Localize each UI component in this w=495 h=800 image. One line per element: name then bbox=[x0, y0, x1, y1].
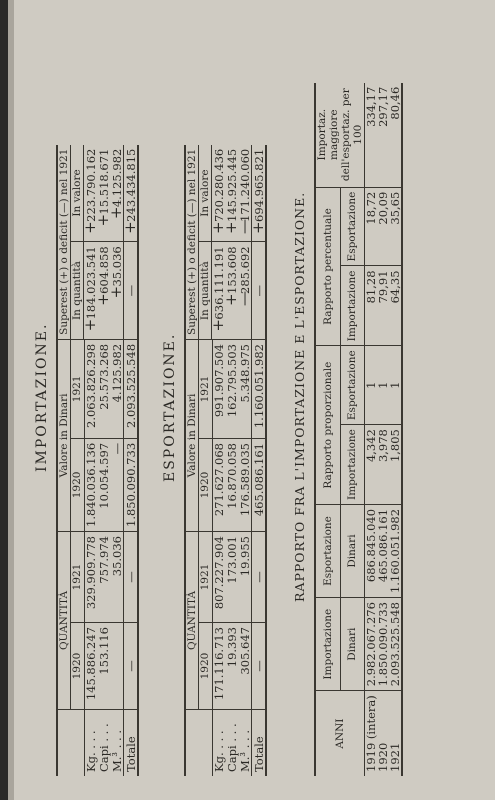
amount: 243.434.815 bbox=[124, 148, 138, 222]
value-1921: 5.348.975 bbox=[238, 340, 252, 439]
qty-1921: 807.227.904 bbox=[212, 532, 225, 623]
qty-1920: 171.116.713 bbox=[212, 623, 225, 710]
diff-qty bbox=[81, 242, 99, 340]
amount: 4.125.982 bbox=[110, 148, 124, 208]
perc-export: 20,09 bbox=[377, 187, 389, 266]
qty-1920: 19.393 bbox=[225, 623, 238, 710]
qty-1921: 757.974 bbox=[97, 532, 110, 623]
total-diff-qty: — bbox=[124, 242, 139, 340]
row-label: Capi . . . bbox=[224, 723, 239, 772]
diff-qty bbox=[107, 242, 125, 340]
amount: 15.518.671 bbox=[97, 148, 111, 215]
sign: + bbox=[121, 221, 139, 234]
sign: + bbox=[107, 285, 125, 299]
total-qty-1920: — bbox=[252, 623, 267, 710]
total-value-1921: 1.160.051.982 bbox=[252, 340, 267, 439]
prop-export: 1 bbox=[377, 346, 389, 425]
total-value-1921: 2.093.525.548 bbox=[124, 339, 139, 438]
ratio-table bbox=[314, 83, 403, 776]
export-qty-1920: 1920 bbox=[199, 623, 213, 710]
sign: — bbox=[235, 290, 253, 306]
value-1920: 1.840.036.136 bbox=[84, 438, 97, 531]
perc-import: 79,91 bbox=[377, 266, 389, 346]
total-diff-value bbox=[249, 145, 267, 242]
import-table bbox=[56, 145, 139, 776]
import-qty-header: QUANTITÀ bbox=[57, 532, 71, 710]
ratio-prop-imp: Importazione bbox=[340, 425, 364, 505]
diff-qty bbox=[235, 242, 253, 340]
total-diff-value bbox=[121, 145, 139, 242]
row-label: Capi . . . bbox=[96, 723, 111, 772]
ratio-exp-header: Esportazione bbox=[315, 504, 340, 597]
qty-1920: 145.886.247 bbox=[84, 623, 97, 710]
sign: + bbox=[107, 206, 125, 220]
ratio-exp-dinari: Dinari bbox=[340, 504, 364, 597]
total-qty-1921: — bbox=[124, 532, 139, 623]
prop-import: 1,805 bbox=[389, 425, 402, 505]
amount: 153.608 bbox=[225, 246, 239, 294]
year: 1921 bbox=[389, 691, 402, 776]
table-row bbox=[212, 145, 225, 776]
export-dinari: 686.845.040 bbox=[365, 504, 378, 597]
value-1920: 176.589.035 bbox=[238, 439, 252, 532]
import-excess: 334,17 bbox=[365, 83, 378, 188]
qty-1920 bbox=[110, 623, 124, 710]
year: 1920 bbox=[376, 742, 390, 772]
total-row bbox=[124, 145, 139, 776]
page-edge-shadow bbox=[8, 0, 14, 800]
import-excess: 80,46 bbox=[389, 83, 402, 188]
book-page bbox=[8, 0, 495, 800]
total-qty-1921: — bbox=[252, 532, 267, 623]
qty-1921: 173.001 bbox=[225, 532, 238, 623]
export-dinari: 1.160.051.982 bbox=[389, 504, 402, 597]
total-label: Totale bbox=[252, 710, 267, 777]
value-1920: 16.870.058 bbox=[225, 439, 238, 532]
total-row bbox=[252, 145, 267, 776]
amount: 171.240.060 bbox=[238, 148, 252, 222]
ratio-anni-header: ANNI bbox=[315, 691, 365, 776]
export-diff-header: Superest (+) o deficit (—) nel 1921 bbox=[185, 145, 199, 340]
sign: + bbox=[81, 221, 99, 234]
table-row bbox=[97, 145, 110, 776]
value-1920: — bbox=[110, 438, 124, 531]
import-diff-header: Superest (+) o deficit (—) nel 1921 bbox=[57, 145, 71, 340]
year: 1919 (intera) bbox=[364, 695, 378, 772]
total-label: Totale bbox=[124, 710, 139, 777]
qty-1921: 19.955 bbox=[238, 532, 252, 623]
total-value-1920: 1.850.090.733 bbox=[124, 438, 139, 531]
ratio-magg-header: Importaz. maggiore dell'esportaz. per 100 bbox=[315, 83, 365, 188]
prop-import: 3,978 bbox=[377, 425, 389, 505]
table-row bbox=[110, 145, 124, 776]
export-table bbox=[184, 145, 267, 776]
amount: 184.023.541 bbox=[84, 246, 98, 320]
amount: 223.790.162 bbox=[84, 148, 98, 222]
sign: — bbox=[235, 218, 253, 234]
sign: + bbox=[209, 318, 227, 332]
sign: + bbox=[94, 293, 112, 306]
export-rows bbox=[209, 145, 267, 776]
sign: + bbox=[94, 213, 112, 227]
ratio-prop-header: Rapporto proporzionale bbox=[315, 346, 340, 505]
sign: + bbox=[249, 221, 267, 234]
export-val-header: Valore in Dinari bbox=[185, 340, 199, 532]
amount: 604.858 bbox=[97, 246, 111, 294]
total-qty-1920: — bbox=[124, 623, 139, 710]
sign: + bbox=[222, 221, 240, 234]
table-row bbox=[238, 145, 252, 776]
ratio-imp-header: Importazione bbox=[315, 598, 340, 691]
export-title: ESPORTAZIONE. bbox=[162, 332, 178, 482]
import-in-qty: In quantità bbox=[71, 242, 84, 340]
amount: 145.925.445 bbox=[225, 148, 239, 222]
qty-1920: 305.647 bbox=[238, 623, 252, 710]
value-1921: 162.795.503 bbox=[225, 340, 238, 439]
import-dinari: 2.982.067.276 bbox=[365, 598, 378, 691]
ratio-prop-exp: Esportazione bbox=[340, 346, 364, 425]
perc-import: 81,28 bbox=[365, 266, 378, 346]
import-dinari: 1.850.090.733 bbox=[377, 598, 389, 691]
export-dinari: 465.086.161 bbox=[377, 504, 389, 597]
table-row bbox=[389, 83, 402, 776]
ratio-rows bbox=[365, 83, 403, 776]
import-val-1921: 1921 bbox=[71, 339, 85, 438]
qty-1920: 153.116 bbox=[97, 623, 110, 710]
ratio-title: RAPPORTO FRA L'IMPORTAZIONE E L'ESPORTAZIONE. bbox=[292, 191, 307, 602]
import-qty-1921: 1921 bbox=[71, 532, 85, 623]
export-in-qty: In quantità bbox=[199, 242, 212, 340]
export-qty-header: QUANTITÀ bbox=[185, 532, 199, 710]
prop-import: 4,342 bbox=[365, 425, 378, 505]
value-1920: 271.627.068 bbox=[212, 439, 225, 532]
export-val-1920: 1920 bbox=[199, 439, 213, 532]
row-label: M.³ . . . bbox=[237, 730, 252, 772]
sign: + bbox=[81, 318, 99, 332]
perc-import: 64,35 bbox=[389, 266, 402, 346]
table-row bbox=[84, 145, 97, 776]
ratio-perc-exp: Esportazione bbox=[340, 187, 364, 266]
import-excess: 297,17 bbox=[377, 83, 389, 188]
diff-qty bbox=[209, 242, 227, 340]
import-rows bbox=[81, 145, 139, 776]
row-label: Kg. . . . bbox=[83, 730, 98, 772]
sign: + bbox=[209, 221, 227, 234]
perc-export: 18,72 bbox=[365, 187, 378, 266]
sign: + bbox=[222, 293, 240, 306]
import-val-header: Valore in Dinari bbox=[57, 339, 71, 531]
ratio-perc-header: Rapporto percentuale bbox=[315, 187, 340, 346]
qty-1921: 35.036 bbox=[110, 532, 124, 623]
rotated-content bbox=[32, 22, 472, 782]
prop-export: 1 bbox=[365, 346, 378, 425]
ratio-imp-dinari: Dinari bbox=[340, 598, 364, 691]
table-row bbox=[225, 145, 238, 776]
import-in-val: In valore bbox=[71, 145, 84, 242]
value-1921: 25.573.268 bbox=[97, 339, 110, 438]
import-dinari: 2.093.525.548 bbox=[389, 598, 402, 691]
import-val-1920: 1920 bbox=[71, 438, 85, 531]
amount: 35.036 bbox=[110, 246, 124, 287]
value-1921: 4.125.982 bbox=[110, 339, 124, 438]
ratio-perc-imp: Importazione bbox=[340, 266, 364, 346]
import-title: IMPORTAZIONE. bbox=[34, 322, 50, 472]
export-qty-1921: 1921 bbox=[199, 532, 213, 623]
total-value-1920: 465.086.161 bbox=[252, 439, 267, 532]
amount: 285.692 bbox=[238, 246, 252, 294]
total-diff-qty: — bbox=[252, 242, 267, 340]
value-1921: 2.063.826.298 bbox=[84, 339, 97, 438]
import-qty-1920: 1920 bbox=[71, 623, 85, 710]
qty-1921: 329.909.778 bbox=[84, 532, 97, 623]
prop-export: 1 bbox=[389, 346, 402, 425]
amount: 636.111.191 bbox=[212, 246, 226, 320]
perc-export: 35,65 bbox=[389, 187, 402, 266]
diff-value bbox=[81, 145, 99, 242]
amount: 694.965.821 bbox=[252, 148, 266, 222]
row-label: Kg. . . . bbox=[211, 730, 226, 772]
row-label: M.³ . . . bbox=[109, 730, 124, 772]
value-1920: 10.054.597 bbox=[97, 438, 110, 531]
export-in-val: In valore bbox=[199, 145, 212, 242]
export-val-1921: 1921 bbox=[199, 340, 213, 439]
value-1921: 991.907.504 bbox=[212, 340, 225, 439]
amount: 720.280.436 bbox=[212, 148, 226, 222]
